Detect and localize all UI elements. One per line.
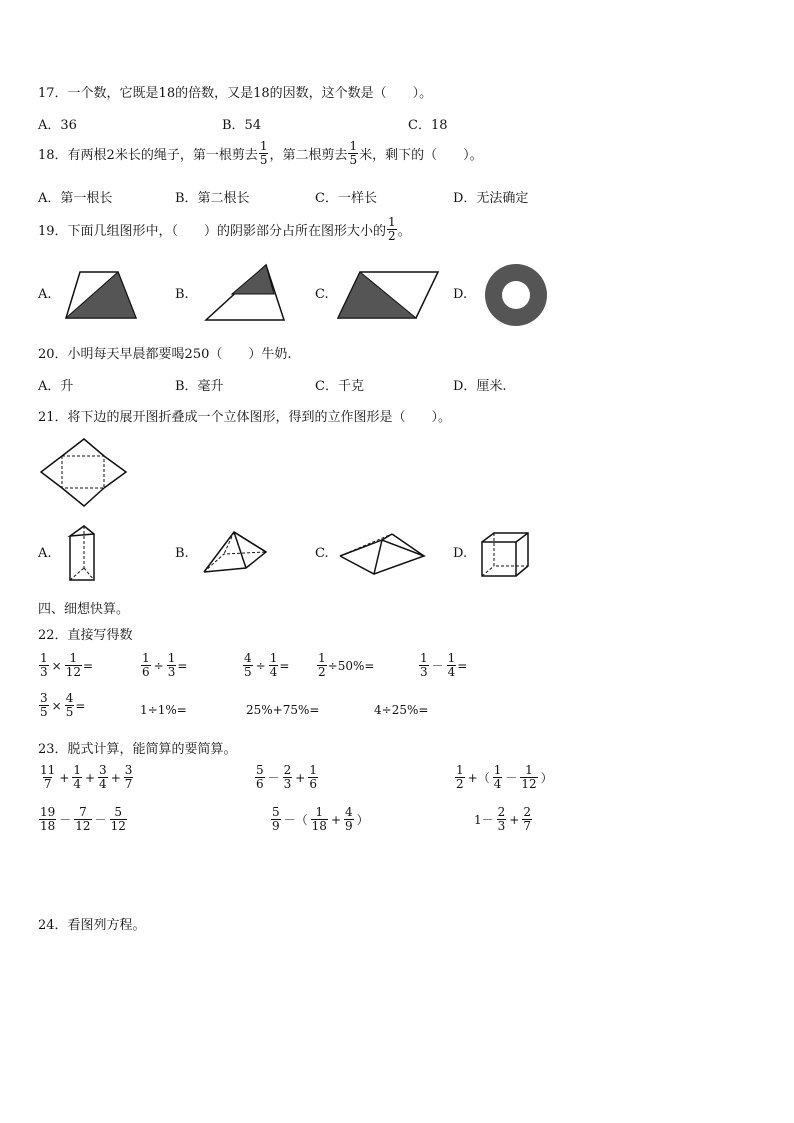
q22-item-5: $\frac{1}{3}$ － $\frac{1}{4}$ =: [420, 651, 468, 679]
q20-option-d[interactable]: D．厘米.: [453, 379, 507, 394]
fraction: $\frac{5}{9}$: [272, 805, 280, 833]
q22-item-6: $\frac{3}{5}$ × $\frac{4}{5}$ =: [40, 691, 86, 719]
q19-option-b[interactable]: B.: [175, 287, 189, 302]
fraction: $\frac{2}{3}$: [283, 763, 292, 791]
q18-option-c[interactable]: C．一样长: [315, 191, 377, 206]
fraction: $\frac{5}{6}$: [256, 763, 264, 791]
fraction: $\frac{3}{7}$: [124, 763, 133, 791]
fraction: $\frac{1}{6}$: [309, 763, 317, 791]
operator: －: [267, 771, 280, 785]
q18-option-d[interactable]: D．无法确定: [453, 191, 529, 206]
q19-option-d[interactable]: D.: [453, 287, 468, 302]
q21-option-c[interactable]: C.: [315, 546, 329, 561]
trapezoid-shaded-figure: [62, 268, 142, 322]
fraction: $\frac{1}{12}$: [521, 763, 537, 791]
q22-item-7: 1÷1%=: [140, 703, 187, 717]
fraction: $\frac{5}{12}$: [110, 805, 126, 833]
fraction: $\frac{7}{12}$: [75, 805, 91, 833]
operator: －: [59, 813, 72, 827]
operator: +（: [467, 771, 490, 785]
q22-item-1: $\frac{1}{3}$ × $\frac{1}{12}$ =: [40, 651, 94, 679]
q18-fraction-1: $\frac{1}{5}$: [259, 139, 268, 167]
fraction: $\frac{2}{3}$: [497, 805, 506, 833]
fraction: $\frac{1}{18}$: [311, 805, 327, 833]
q18-option-b[interactable]: B．第二根长: [175, 191, 250, 206]
triangle-band-figure: [200, 262, 290, 324]
q18-option-a[interactable]: A．第一根长: [38, 191, 113, 206]
q22-item-8: 25%+75%=: [246, 703, 320, 717]
q17-option-a[interactable]: A．36: [38, 118, 77, 133]
q19-part2: 。: [397, 224, 411, 239]
operator: +: [84, 770, 96, 785]
operator: +: [295, 770, 306, 785]
q21-option-d[interactable]: D.: [453, 546, 468, 561]
q18-part1: 18．有两根2米长的绳子，第一根剪去: [38, 148, 258, 163]
fraction: $\frac{11}{7}$: [40, 763, 56, 791]
operator: －: [94, 813, 107, 827]
q23-expression-2: [254, 764, 319, 791]
q23-expression-1: [38, 764, 134, 791]
parallelogram-shaded-figure: [336, 268, 442, 322]
fraction: $\frac{1}{4}$: [493, 763, 502, 791]
q18-part3: 米，剩下的（ ）。: [359, 148, 483, 163]
q22-item-9: 4÷25%=: [374, 703, 429, 717]
q20-option-a[interactable]: A．升: [38, 379, 74, 394]
question-20-text: 20．小明每天早晨都要喝250（ ）牛奶.: [38, 347, 292, 362]
q23-expression-3: [454, 764, 555, 791]
q19-option-a[interactable]: A.: [38, 287, 52, 302]
q20-option-c[interactable]: C．千克: [315, 379, 364, 394]
q18-fraction-2: $\frac{1}{5}$: [349, 139, 358, 167]
cube-figure: [478, 530, 534, 580]
q17-option-b[interactable]: B．54: [222, 118, 262, 133]
fraction: $\frac{2}{7}$: [523, 805, 531, 833]
operator: +: [330, 812, 341, 827]
fraction: $\frac{1}{2}$: [456, 763, 464, 791]
fraction: $\frac{19}{18}$: [40, 805, 56, 833]
ring-figure: [478, 262, 554, 330]
operator: ）: [540, 771, 553, 785]
q23-expression-5: [270, 806, 371, 833]
operator: －（: [283, 813, 308, 827]
fraction: $\frac{3}{4}$: [99, 763, 107, 791]
flat-prism-figure: [336, 530, 428, 578]
fraction: $\frac{1}{4}$: [73, 763, 81, 791]
question-23-title: 23．脱式计算，能简算的要简算。: [38, 742, 237, 757]
q22-item-2: $\frac{1}{6}$ ÷ $\frac{1}{3}$ =: [142, 651, 188, 679]
question-19-text: [38, 216, 411, 243]
question-22-title: 22．直接写得数: [38, 628, 133, 643]
triangular-prism-figure: [64, 522, 104, 584]
q23-expression-4: [38, 806, 128, 833]
question-18-text: [38, 140, 483, 167]
section-heading-4: 四、细想快算。: [38, 602, 130, 617]
question-24-text: 24．看图列方程。: [38, 918, 146, 933]
operator: ）: [356, 813, 369, 827]
operator: +: [59, 770, 70, 785]
q19-fraction: $\frac{1}{2}$: [388, 215, 396, 243]
operator: －: [505, 771, 518, 785]
q23-expression-6: [472, 806, 533, 833]
q20-option-b[interactable]: B．毫升: [175, 379, 224, 394]
q22-item-4: $\frac{1}{2}$ ÷50%=: [318, 651, 375, 679]
square-pyramid-figure: [200, 528, 270, 578]
q18-part2: ，第二根剪去: [269, 148, 348, 163]
question-21-text: 21．将下边的展开图折叠成一个立体图形，得到的立作图形是（ ）。: [38, 410, 452, 425]
q19-part1: 19．下面几组图形中，（ ）的阴影部分占所在图形大小的: [38, 224, 387, 239]
q17-option-c[interactable]: C．18: [408, 118, 448, 133]
operator: 1－: [474, 813, 494, 827]
q21-option-a[interactable]: A.: [38, 546, 52, 561]
question-17-text: 17．一个数，它既是18的倍数，又是18的因数，这个数是（ ）。: [38, 86, 433, 101]
operator: +: [110, 770, 121, 785]
q19-option-c[interactable]: C.: [315, 287, 329, 302]
q21-option-b[interactable]: B.: [175, 546, 189, 561]
q22-item-3: $\frac{4}{5}$ ÷ $\frac{1}{4}$ =: [244, 651, 290, 679]
pyramid-net-figure: [38, 436, 130, 510]
fraction: $\frac{4}{9}$: [345, 805, 353, 833]
operator: +: [509, 812, 520, 827]
